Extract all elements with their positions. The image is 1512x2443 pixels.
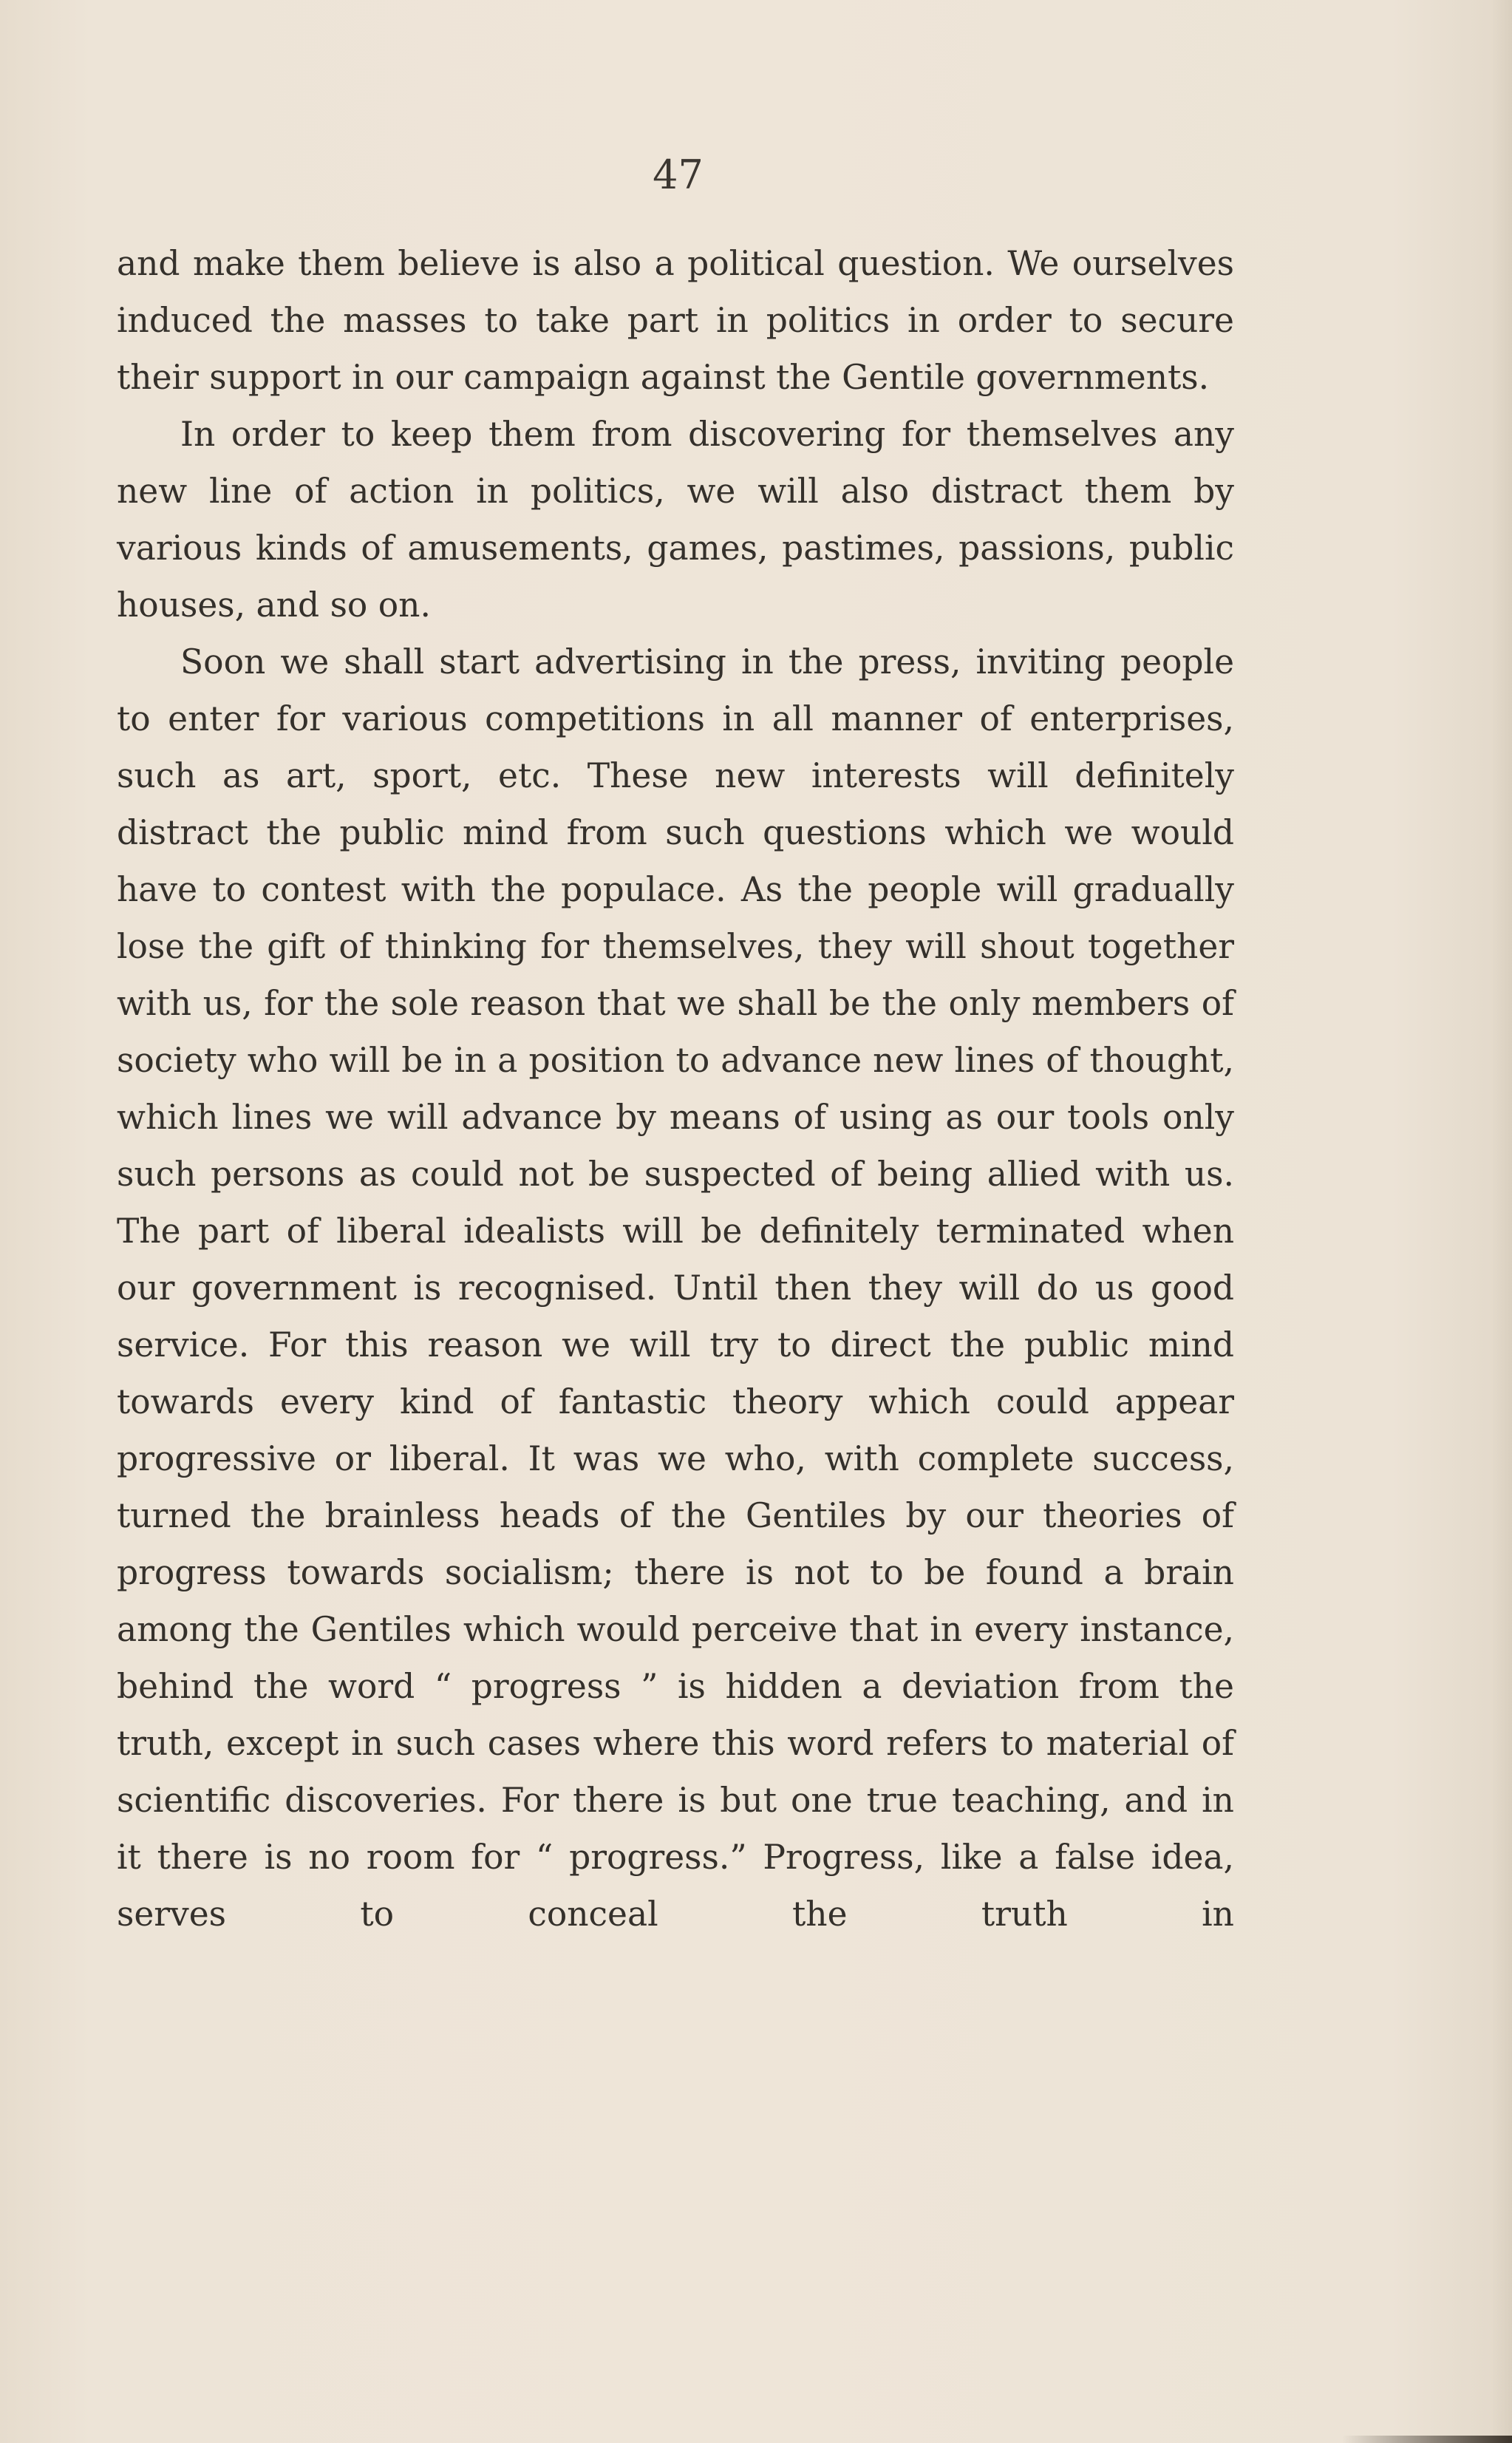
paragraph-3: Soon we shall start advertising in the press, inviting people to enter for various competitions in all manner of enterprises, such as art, sport, etc. These new interests will definitely distract the public mind from such questions which we would have to contest with the populace. As the people will gradually lose the gift of thinking for themselves, they will shout together with us, for the sole reason that we shall be the only members of society who will be in a position to advance new lines of thought, which lines we will advance by means of using as our tools only such persons as could not be suspected of being allied with us. The part of liberal idealists will be definitely terminated when our government is recognised. Until then they will do us good service. For this reason we will try to direct the public mind towards every kind of fantastic theory which could appear progressive or liberal. It was we who, with complete success, turned the brainless heads of the Gentiles by our theories of progress towards socialism; there is not to be found a brain among the Gentiles which would perceive that in every instance, behind the word “ progress ” is hidden a deviation from the truth, except in such cases where this word refers to material of scientific discoveries. For there is but one true teaching, and in it there is no room for “ progress.” Progress, like a false idea, serves to conceal the truth in bbox=[117, 642, 1234, 1934]
page-bottom-edge bbox=[1342, 2436, 1512, 2443]
paragraph-2: In order to keep them from discovering for themselves any new line of action in politics, we will also distract them by various kinds of amusements, games, pastimes, passions, public houses, and so on. bbox=[117, 415, 1234, 625]
page-edge-shadow bbox=[1491, 0, 1512, 2443]
body-text bbox=[117, 235, 1234, 1943]
paragraph-1: and make them believe is also a political question. We ourselves induced the masses to take part in politics in order to secure their support in our campaign against the Gentile governments. bbox=[117, 244, 1234, 397]
page-number: 47 bbox=[653, 152, 704, 198]
